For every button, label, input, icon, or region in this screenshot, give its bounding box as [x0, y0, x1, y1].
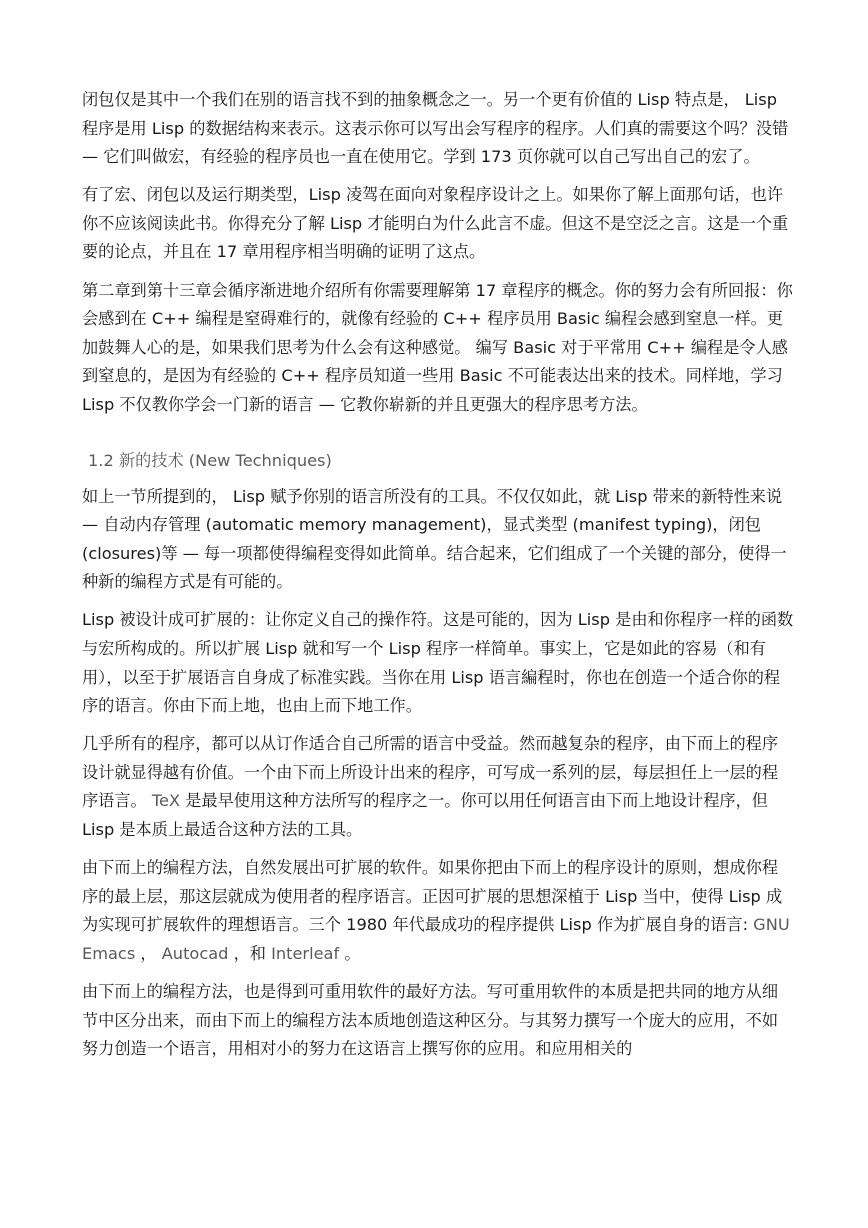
text-segment: 几乎所有的程序，都可以从订作适合自己所需的语言中受益。然而越复杂的程序，由下而上的程序设计就显得越有价值。一个由下而上所设计出来的程序，可写成一系列的层，每层担任上一层的程序语言。 — [82, 734, 779, 811]
paragraph-extensible: Lisp 被设计成可扩展的：让你定义自己的操作符。这是可能的，因为 Lisp 是由和你程序一样的函数与宏所构成的。所以扩展 Lisp 就和写一个 Lisp 程序一样简单。事实上，它是如此的容易（和有用），以至于扩展语言自身成了标准实践。当你在用 Lisp 语言編程时，你也在创造一个适合你的程序的语言。你由下而上地，也由上而下地工作。 — [82, 610, 794, 716]
autocad-term: Autocad — [161, 943, 229, 963]
tex-term: TeX — [151, 791, 181, 811]
gnu-emacs-term: GNU Emacs — [82, 915, 790, 963]
text-segment: 由下而上的编程方法，自然发展出可扩展的软件。如果你把由下而上的程序设计的原则，想成你程序的最上层，那这层就成为使用者的程序语言。正因可扩展的思想深植于 Lisp 当中，使得 Lisp 成为实现可扩展软件的理想语言。三个 1980 年代最成功的程序提供 Lisp 作为扩展自身的语言: — [82, 858, 783, 935]
text-segment: ， — [135, 943, 162, 963]
text-segment: 。 — [339, 943, 361, 963]
paragraph-new-features: 如上一节所提到的， Lisp 赋予你别的语言所没有的工具。不仅仅如此，就 Lisp 带来的新特性来说 — 自动内存管理 (automatic memory management)，显式类型 (manifest typing)，闭包 (closures)等 — 每一项都使得编程变得如此简单。结合起来，它们组成了一个关键的部分，使得一种新的编程方式是有可能的。 — [82, 486, 787, 592]
document-page — [82, 86, 794, 1073]
interleaf-term: Interleaf — [271, 943, 340, 963]
paragraph-extensible-software — [82, 854, 794, 968]
paragraph-reusable: 由下而上的编程方法，也是得到可重用软件的最好方法。写可重用软件的本质是把共同的地方从细节中区分出来，而由下而上的编程方法本质地创造这种区分。与其努力撰写一个庞大的应用，不如努力创造一个语言，用相对小的努力在这语言上撰写你的应用。和应用相关的 — [82, 982, 779, 1059]
text-segment: 是最早使用这种方法所写的程序之一。你可以用任何语言由下而上地设计程序，但 Lisp 是本质上最适合这种方法的工具。 — [82, 791, 768, 840]
section-heading: 1.2 新的技术 (New Techniques) — [88, 450, 332, 470]
paragraph-chapters: 第二章到第十三章会循序渐进地介绍所有你需要理解第 17 章程序的概念。你的努力会有所回报：你会感到在 C++ 编程是窒碍难行的，就像有经验的 C++ 程序员用 Basic 编程会感到窒息一样。更加鼓舞人心的是，如果我们思考为什么会有这种感觉。 编写 Basic 对于平常用 C++ 编程是令人感到窒息的，是因为有经验的 C++ 程序员知道一些用 Basic 不可能表达出来的技术。同样地，学习 Lisp 不仅教你学会一门新的语言 — 它教你崭新的并且更强大的程序思考方法。 — [82, 280, 793, 414]
text-segment: ，和 — [228, 943, 272, 963]
paragraph-closures-macros: 闭包仅是其中一个我们在别的语言找不到的抽象概念之一。另一个更有价值的 Lisp 特点是， Lisp 程序是用 Lisp 的数据结构来表示。这表示你可以写出会写程序的程序。人们真的需要这个吗？没错 — 它们叫做宏，有经验的程序员也一直在使用它。学到 173 页你就可以自己写出自己的宏了。 — [82, 90, 789, 167]
paragraph-bottom-up — [82, 730, 794, 844]
paragraph-oop: 有了宏、闭包以及运行期类型，Lisp 凌驾在面向对象程序设计之上。如果你了解上面那句话，也许你不应该阅读此书。你得充分了解 Lisp 才能明白为什么此言不虚。但这不是空泛之言。这是一个重要的论点，并且在 17 章用程序相当明确的证明了这点。 — [82, 185, 789, 262]
